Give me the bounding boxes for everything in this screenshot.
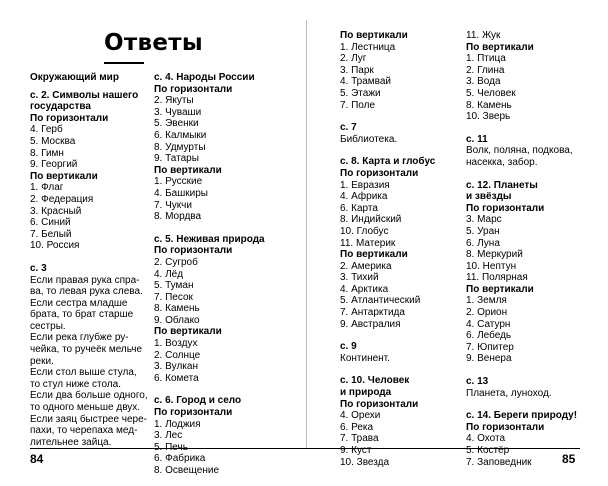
list-item: 1. Воздух <box>154 338 198 350</box>
text-line: ва, то левая рука слева. <box>30 286 143 298</box>
list-item: 5. Атлантический <box>340 295 421 307</box>
list-item: 6. Река <box>340 421 374 433</box>
list-item: 7. Песок <box>154 291 193 303</box>
list-item: 1. Лоджия <box>154 418 201 430</box>
column-2 <box>154 72 294 477</box>
text-line: то стул ниже стола. <box>30 378 122 390</box>
list-item: 11. Материк <box>340 237 396 249</box>
list-item: 4. Африка <box>340 191 388 203</box>
horizontal-heading: По горизонтали <box>340 167 419 179</box>
list-item: 3. Чуваши <box>154 106 202 118</box>
text-line: Волк, поляна, подкова, <box>466 145 573 157</box>
text-line: Если правая рука спра- <box>30 274 140 286</box>
list-item: 3. Марс <box>466 214 502 226</box>
list-item: 8. Камень <box>154 303 200 315</box>
list-item: 9. Татары <box>154 153 199 165</box>
list-item: 1. Птица <box>466 53 506 65</box>
text-line: Если стол выше стула, <box>30 367 137 379</box>
list-item: 3. Парк <box>340 64 374 76</box>
list-item: 2. Якуты <box>154 95 194 107</box>
list-item: 3. Вода <box>466 76 501 88</box>
list-item: 8. Освещение <box>154 465 220 476</box>
list-item: 9. Австралия <box>340 318 401 330</box>
list-item: 5. Печь <box>154 441 188 453</box>
vertical-heading: По вертикали <box>340 30 408 41</box>
list-item: 5. Эвенки <box>154 118 199 130</box>
text-line: Библиотека. <box>340 133 398 145</box>
list-item: 1. Земля <box>466 295 507 307</box>
page-number-left: 84 <box>30 452 44 466</box>
list-item: 9. Облако <box>154 314 200 326</box>
horizontal-heading: По горизонтали <box>466 421 545 433</box>
list-item: 1. Русские <box>154 176 203 188</box>
list-item: 8. Мордва <box>154 211 202 223</box>
list-item: 8. Меркурий <box>466 249 523 261</box>
list-item: 2. Америка <box>340 260 392 272</box>
text-line: Планета, луноход. <box>466 387 552 399</box>
list-item: 1. Флаг <box>30 182 64 194</box>
center-divider <box>306 20 307 448</box>
list-item: 6. Синий <box>30 217 71 229</box>
list-item: 7. Поле <box>340 99 376 111</box>
subject-heading: Окружающий мир <box>30 72 119 83</box>
vertical-heading: По вертикали <box>466 283 534 295</box>
list-item: 9. Куст <box>340 445 372 456</box>
page-number-right: 85 <box>562 452 576 466</box>
list-item: 5. Человек <box>466 87 516 99</box>
list-item: 7. Юпитер <box>466 341 514 353</box>
horizontal-heading: По горизонтали <box>466 202 545 214</box>
top-left-rule <box>104 62 144 64</box>
list-item: 9. Венера <box>466 353 512 365</box>
list-item: 3. Тихий <box>340 272 379 284</box>
list-item: 10. Нептун <box>466 260 517 272</box>
section-6-title: с. 6. Город и село <box>154 395 242 407</box>
section-2-title-line2: государства <box>30 101 91 113</box>
list-item: 2. Луг <box>340 53 367 65</box>
vertical-heading: По вертикали <box>154 164 222 176</box>
list-item: 7. Белый <box>30 228 72 240</box>
list-item: 4. Орехи <box>340 410 381 422</box>
section-7-title: с. 7 <box>340 122 357 134</box>
list-item: 4. Сатурн <box>466 318 511 330</box>
text-line: Если сестра младше <box>30 297 128 309</box>
section-4-title: с. 4. Народы России <box>154 72 255 83</box>
section-12-title-line2: и звёзды <box>466 191 512 203</box>
list-item: 2. Сугроб <box>154 256 198 268</box>
list-item: 1. Евразия <box>340 179 390 191</box>
text-line: то одного меньше двух. <box>30 402 141 414</box>
list-item: 10. Глобус <box>340 225 389 237</box>
list-item: 10. Россия <box>30 240 80 252</box>
list-item: 11. Жук <box>466 30 501 41</box>
list-item: 5. Туман <box>154 280 194 292</box>
section-11-title: с. 11 <box>466 133 488 145</box>
vertical-heading: По вертикали <box>466 41 534 53</box>
horizontal-heading: По горизонтали <box>154 83 233 95</box>
list-item: 2. Глина <box>466 64 505 76</box>
list-item: 6. Лебедь <box>466 330 512 342</box>
text-line: чейка, то ручеёк мельче <box>30 344 143 356</box>
list-item: 5. Этажи <box>340 87 381 99</box>
list-item: 4. Башкиры <box>154 187 208 199</box>
horizontal-heading: По горизонтали <box>340 398 419 410</box>
list-item: 8. Гимн <box>30 147 64 159</box>
list-item: 2. Орион <box>466 307 508 319</box>
list-item: 8. Индийский <box>340 214 402 226</box>
text-line: насекка, забор. <box>466 156 538 168</box>
section-2-title-line1: с. 2. Символы нашего <box>30 89 139 101</box>
list-item: 7. Чукчи <box>154 199 192 211</box>
list-item: 5. Уран <box>466 225 500 237</box>
text-line: пахи, то черепаха мед- <box>30 425 138 437</box>
section-10-title-line2: и природа <box>340 387 392 399</box>
text-line: сестры. <box>30 320 66 332</box>
text-line: Если река глубже ру- <box>30 332 129 344</box>
section-9-title: с. 9 <box>340 341 357 353</box>
horizontal-heading: По горизонтали <box>154 245 233 257</box>
list-item: 6. Карта <box>340 202 378 214</box>
list-item: 4. Герб <box>30 124 63 136</box>
list-item: 4. Арктика <box>340 283 389 295</box>
list-item: 4. Лёд <box>154 268 184 280</box>
text-line: Континент. <box>340 352 390 364</box>
vertical-heading: По вертикали <box>340 249 408 261</box>
list-item: 8. Камень <box>466 99 512 111</box>
list-item: 5. Костёр <box>466 445 510 456</box>
list-item: 2. Федерация <box>30 193 94 205</box>
list-item: 8. Удмурты <box>154 141 206 153</box>
list-item: 3. Красный <box>30 205 82 217</box>
list-item: 10. Зверь <box>466 111 511 123</box>
list-item: 9. Георгий <box>30 159 78 171</box>
list-item: 7. Трава <box>340 433 379 445</box>
list-item: 6. Калмыки <box>154 129 207 141</box>
list-item: 6. Фабрика <box>154 453 206 465</box>
horizontal-heading: По горизонтали <box>30 112 109 124</box>
list-item: 3. Лес <box>154 430 183 442</box>
horizontal-heading: По горизонтали <box>154 407 233 419</box>
text-line: брата, то брат старше <box>30 309 134 321</box>
list-item: 5. Москва <box>30 135 76 147</box>
list-item: 6. Луна <box>466 237 500 249</box>
section-8-title: с. 8. Карта и глобус <box>340 156 436 168</box>
section-5-title: с. 5. Неживая природа <box>154 233 265 245</box>
vertical-heading: По вертикали <box>154 326 222 338</box>
section-12-title-line1: с. 12. Планеты <box>466 179 538 191</box>
column-3 <box>340 30 460 468</box>
text-line: Если заяц быстрее чере- <box>30 413 148 425</box>
text-line: Если два больше одного, <box>30 390 148 402</box>
vertical-heading: По вертикали <box>30 170 98 182</box>
section-14-title: с. 14. Береги природу! <box>466 410 578 422</box>
list-item: 1. Лестница <box>340 41 396 53</box>
list-item: 7. Антарктида <box>340 307 405 319</box>
list-item: 4. Трамвай <box>340 76 392 88</box>
column-4 <box>466 30 594 468</box>
section-13-title: с. 13 <box>466 376 489 388</box>
list-item: 4. Охота <box>466 433 506 445</box>
list-item: 3. Вулкан <box>154 361 198 373</box>
section-3-title: с. 3 <box>30 262 47 274</box>
list-item: 7. Заповедник <box>466 456 532 468</box>
section-10-title-line1: с. 10. Человек <box>340 375 410 387</box>
page-title: Ответы <box>104 30 203 56</box>
list-item: 2. Солнце <box>154 349 201 361</box>
list-item: 6. Комета <box>154 372 199 384</box>
column-1 <box>30 72 148 448</box>
list-item: 10. Звезда <box>340 456 390 468</box>
text-line: лительнее зайца. <box>30 436 112 448</box>
list-item: 11. Полярная <box>466 272 528 284</box>
text-line: реки. <box>30 355 54 367</box>
